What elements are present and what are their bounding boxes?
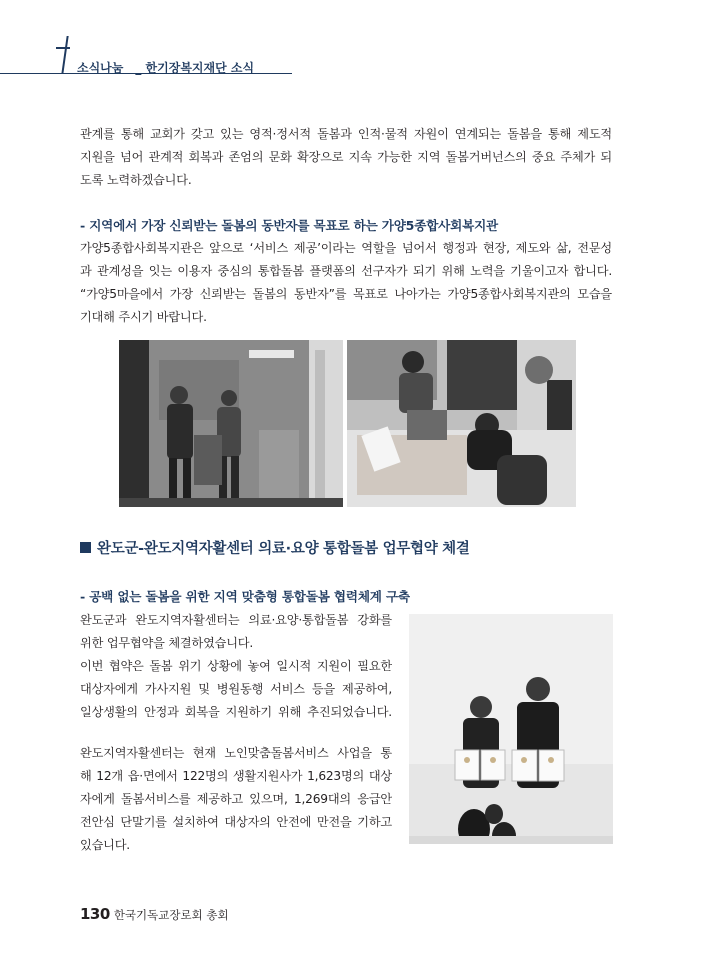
photo-elder-care xyxy=(347,340,576,507)
photo-care-van-image xyxy=(119,340,343,507)
text-line: 도록 노력하겠습니다. xyxy=(80,173,192,187)
photo-agreement-signing xyxy=(409,614,613,844)
text-line: 일상생활의 안정과 회복을 지원하기 위해 추진되었습니다. xyxy=(80,705,392,719)
wando-paragraph-2 xyxy=(80,742,392,857)
gayang-paragraph xyxy=(80,237,612,329)
text-line: 과 관계성을 잇는 이용자 중심의 통합돌봄 플랫폼의 선구자가 되기 위해 노력을 기울이고자 합니다. xyxy=(80,264,612,278)
text-line: 지원을 넘어 관계적 회복과 존엄의 문화 확장으로 지속 가능한 지역 돌봄거버넌스의 중요 주체가 되 xyxy=(80,150,612,164)
photo-elder-care-image xyxy=(347,340,576,507)
square-bullet-icon xyxy=(80,542,91,553)
photo-agreement-signing-image xyxy=(409,614,613,844)
text-line: 관계를 통해 교회가 갖고 있는 영적·정서적 돌봄과 인적·물적 자원이 연계되는 돌봄을 통해 제도적 xyxy=(80,127,612,141)
text-line: 자에게 돌봄서비스를 제공하고 있으며, 1,269대의 응급안 xyxy=(80,792,392,806)
cross-logo-vertical xyxy=(61,36,68,74)
text-line: 완도지역자활센터는 현재 노인맞춤돌봄서비스 사업을 통 xyxy=(80,746,392,760)
text-line: 대상자에게 가사지원 및 병원동행 서비스 등을 제공하여, xyxy=(80,682,392,696)
text-line: 있습니다. xyxy=(80,838,130,852)
subheading-wando: - 공백 없는 돌봄을 위한 지역 맞춤형 통합돌봄 협력체계 구축 xyxy=(80,589,410,604)
wando-paragraph-1 xyxy=(80,609,392,724)
footer-organization: 한국기독교장로회 총회 xyxy=(113,908,229,922)
photo-care-van xyxy=(119,340,343,507)
subheading-gayang: - 지역에서 가장 신뢰받는 돌봄의 동반자를 목표로 하는 가양5종합사회복지관 xyxy=(80,218,498,233)
intro-paragraph xyxy=(80,123,612,192)
text-line: 이번 협약은 돌봄 위기 상황에 놓여 일시적 지원이 필요한 xyxy=(80,659,392,673)
text-line: 해 12개 읍·면에서 122명의 생활지원사가 1,623명의 대상 xyxy=(80,769,392,783)
page-number: 130 xyxy=(80,905,110,923)
cross-logo-horizontal xyxy=(56,47,70,49)
section-title-text: 완도군-완도지역자활센터 의료·요양 통합돌봄 업무협약 체결 xyxy=(97,541,470,557)
text-line: 기대해 주시기 바랍니다. xyxy=(80,310,207,324)
text-line: 전안심 단말기를 설치하여 대상자의 안전에 만전을 기하고 xyxy=(80,815,392,829)
header-section: 소식나눔 xyxy=(77,61,124,75)
text-line: 위한 업무협약을 체결하였습니다. xyxy=(80,636,254,650)
text-line: 완도군과 완도지역자활센터는 의료·요양·통합돌봄 강화를 xyxy=(80,613,392,627)
text-line: “가양5마을에서 가장 신뢰받는 돌봄의 동반자”를 목표로 나아가는 가양5종합사회복지관의 모습을 xyxy=(80,287,612,301)
page-footer xyxy=(80,904,229,923)
header-subsection: _ 한기장복지재단 소식 xyxy=(135,61,255,75)
running-header xyxy=(77,59,254,76)
section-title-wando xyxy=(80,537,470,558)
text-line: 가양5종합사회복지관은 앞으로 ‘서비스 제공’이라는 역할을 넘어서 행정과 현장, 제도와 삶, 전문성 xyxy=(80,241,612,255)
